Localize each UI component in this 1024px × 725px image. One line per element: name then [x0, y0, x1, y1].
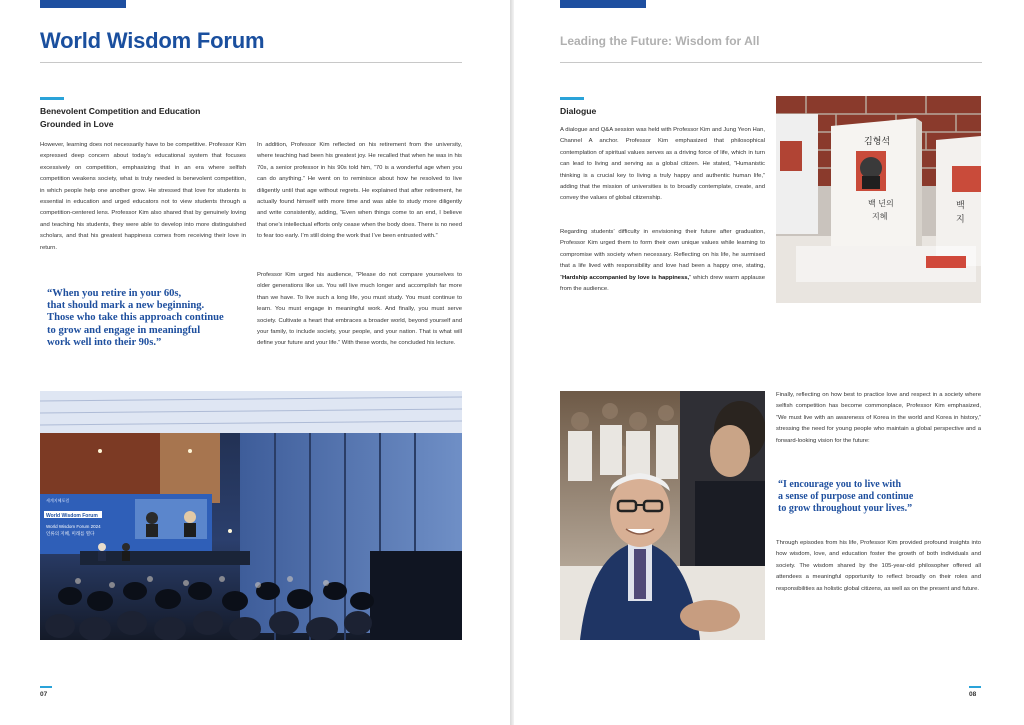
screen-banner-text: World Wisdom Forum — [46, 513, 98, 519]
page-number-accent — [969, 686, 981, 688]
dialogue-paragraph-1: A dialogue and Q&A session was held with Professor Kim and Jung Yeon Han, Channel A anchor. Professor Kim emphasized that philosophical contemplation of spiritual values serves as a driving force of life, which in turn can lead to living and serving as a global citizen. He stated, “Humanistic thinking is a crucial key to living a truly happy and authentic human life,” adding that the mission of universities is to broadly contemplate, create, and convey the values of global citizenship. — [560, 127, 765, 202]
book-title-partial-2: 지 — [956, 215, 965, 225]
body-text-column-2: In addition, Professor Kim reflected on his retirement from the university, where teaching had been his greatest joy. He recalled that when he was in his 70s, a senior professor in his 90s told him, “70 is a wonderful age when you can do anything.” He went on to reminisce about how he resolved to live diligently until that age without regrets. He explained that after retirement, he actually found himself with more time and was able to study more diligently and write consistently, adding, “Even when things come to an end, I believe that one’s intellectual efforts only cease when the body does. There is no need to fear too early. I’m still doing the work that I’ve been entrusted with.” — [257, 142, 462, 240]
section-accent — [560, 97, 584, 100]
page-subtitle: Leading the Future: Wisdom for All — [560, 34, 760, 48]
paragraph-text: ” which drew warm applause from the audience. — [560, 274, 765, 293]
body-text-column-2-continued: Professor Kim urged his audience, “Please do not compare yourselves to older generations like us. You will live much longer and accomplish far more than we have. To live such a long life, you must study. You must continue to learn. You must engage in meaningful work. And finally, you must serve society. Cultivate a heart that embraces a broader world, beyond yourself and your family, to include society, your people, and your nation. That is what will define your future and your life.” With these words, he concluded his lecture. — [257, 272, 462, 347]
right-page — [514, 0, 1024, 725]
book-title-line-1: 백 년의 — [868, 199, 894, 208]
book-author-text: 김형석 — [864, 137, 891, 147]
book-title-line-2: 지혜 — [872, 212, 888, 221]
top-accent-bar — [40, 0, 126, 8]
left-page — [0, 0, 510, 725]
screen-line-1: World Wisdom Forum 2024 — [46, 524, 101, 529]
book-title-partial: 백 — [956, 201, 965, 211]
section-heading: Dialogue — [560, 106, 597, 116]
section-heading: Benevolent Competition and Education Grounded in Love — [40, 106, 201, 129]
paragraph-text: Regarding students’ difficulty in envisioning their future after graduation, Professor Kim urged them to form their own unique values while learning to compromise with society when necessary. Reflecting on his life, he surmised that a life lived with responsibility and love had been a happy one, stating, “ — [560, 229, 765, 281]
top-accent-bar — [560, 0, 646, 8]
pull-quote: “I encourage you to live with a sense of purpose and continue to grow throughout your lives.” — [778, 479, 914, 514]
conference-hall-photo — [40, 391, 462, 640]
closing-paragraph-1: Finally, reflecting on how best to practice love and respect in a society where selfish competition has become commonplace, Professor Kim emphasized, “We must live with an awareness of Korea in the world and Korea in history,” stressing the need for young people who maintain a global perspective and a forward-looking vision for the future: — [776, 392, 981, 444]
screen-logo: 세계지혜포럼 — [46, 498, 70, 503]
closing-paragraph-2: Through episodes from his life, Professor Kim provided profound insights into how wisdom, love, and education foster the growth of both individuals and society. The wisdom shared by the 105-year-old philosopher offered all attendees a meaningful opportunity to reflect broadly on their roles and responsibilities as holistic global citizens, as well as on the present and future. — [776, 540, 981, 592]
dialogue-paragraph-2 — [560, 227, 765, 295]
body-text-column-1: However, learning does not necessarily have to be competitive. Professor Kim expressed deep concern about today’s educational system that focuses excessively on competition, emphasizing that in an era where selfish competition weakens society, what is truly needed is benevolent competition, in which people help one another grow. He stressed that love for students is essential in education and urged educators not to view students through a competition-centered lens. Professor Kim also shared that by genuinely loving and teaching his students, they were able to develop into more distinguished scholars, and that his greatest happiness comes from receiving their love in return. — [40, 142, 246, 251]
screen-line-2: 인류의 지혜, 미래를 열다 — [46, 531, 95, 536]
title-divider — [40, 62, 462, 63]
books-photo — [776, 96, 981, 303]
page-number: 08 — [969, 691, 977, 698]
subtitle-divider — [560, 62, 982, 63]
page-number-accent — [40, 686, 52, 688]
professor-portrait-photo — [560, 391, 765, 640]
page-number: 07 — [40, 691, 48, 698]
section-accent — [40, 97, 64, 100]
pull-quote: “When you retire in your 60s, that should mark a new beginning. Those who take this approach continue to grow and engage in meaningful work well into their 90s.” — [47, 288, 224, 348]
page-title: World Wisdom Forum — [40, 28, 265, 53]
emphasized-quote: Hardship accompanied by love is happiness, — [561, 274, 690, 281]
